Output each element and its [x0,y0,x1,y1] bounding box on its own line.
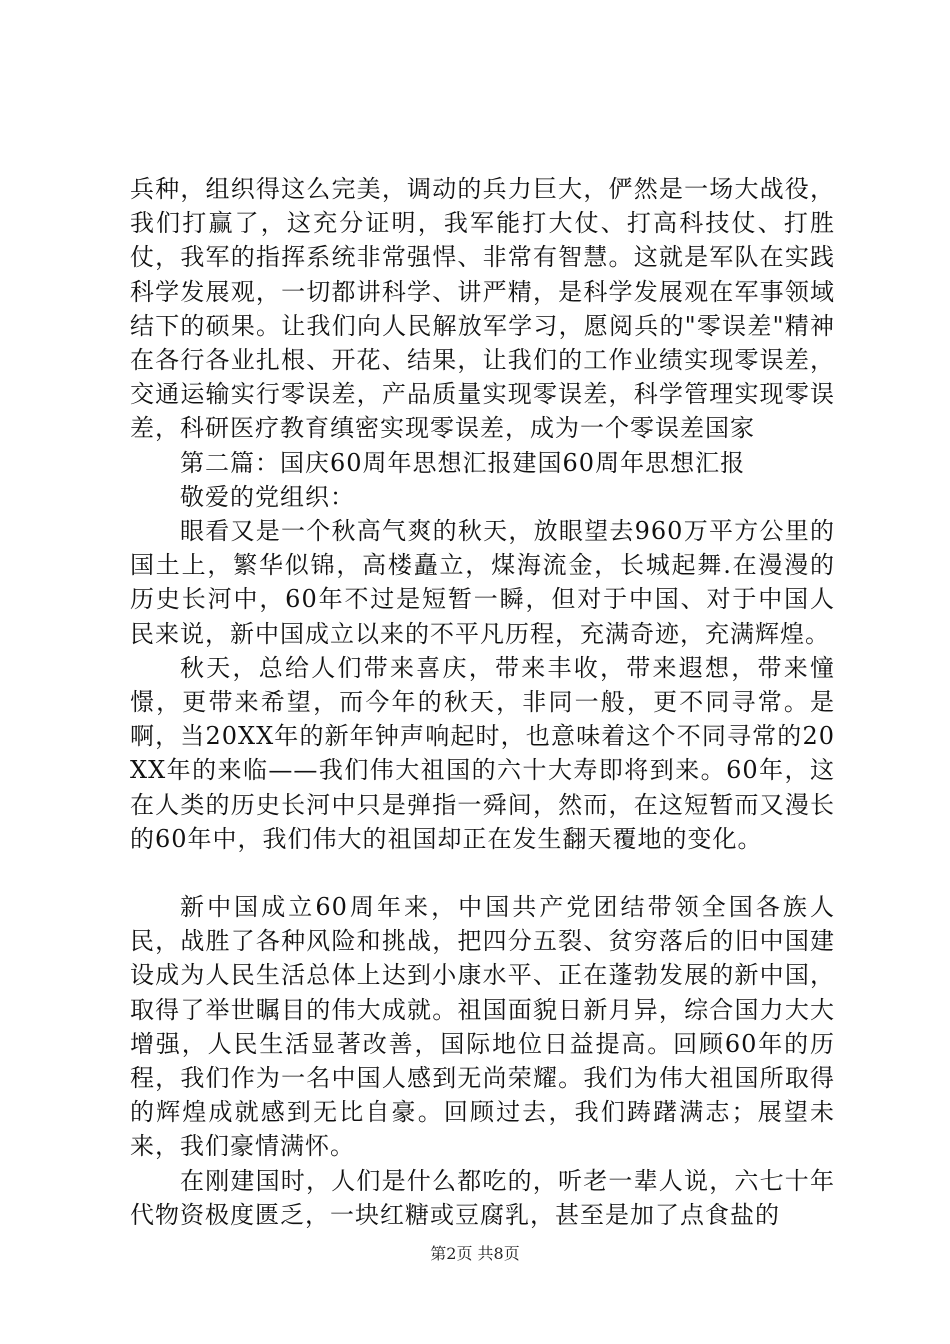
paragraph: 在刚建国时，人们是什么都吃的，听老一辈人说，六七十年代物资极度匮乏，一块红糖或豆腐乳，甚至是加了点食盐的 [130,1166,835,1229]
paragraph: 秋天，总给人们带来喜庆，带来丰收，带来遐想，带来憧憬，更带来希望，而今年的秋天，非同一般，更不同寻常。是啊，当20XX年的新年钟声响起时，也意味着这个不同寻常的20XX年的来临——我们伟大祖国的六十大寿即将到来。60年，这在人类的历史长河中只是弹指一舜间，然而，在这短暂而又漫长的60年中，我们伟大的祖国却正在发生翻天覆地的变化。 [130,653,835,853]
paragraph: 新中国成立60周年来，中国共产党团结带领全国各族人民，战胜了各种风险和挑战，把四分五裂、贫穷落后的旧中国建设成为人民生活总体上达到小康水平、正在蓬勃发展的新中国，取得了举世瞩目的伟大成就。祖国面貌日新月异，综合国力大大增强，人民生活显著改善，国际地位日益提高。回顾60年的历程，我们作为一名中国人感到无尚荣耀。我们为伟大祖国所取得的辉煌成就感到无比自豪。回顾过去，我们踌躇满志；展望未来，我们豪情满怀。 [130,893,835,1161]
paragraph: 眼看又是一个秋高气爽的秋天，放眼望去960万平方公里的国土上，繁华似锦，高楼矗立，煤海流金，长城起舞.在漫漫的历史长河中，60年不过是短暂一瞬，但对于中国、对于中国人民来说，新中国成立以来的不平凡历程，充满奇迹，充满辉煌。 [130,517,835,648]
document-body [130,172,835,1232]
salutation: 敬爱的党组织： [180,482,355,511]
paragraph-continuation: 兵种，组织得这么完美，调动的兵力巨大，俨然是一场大战役，我们打赢了，这充分证明，我军能打大仗、打高科技仗、打胜仗，我军的指挥系统非常强悍、非常有智慧。这就是军队在实践科学发展观，一切都讲科学、讲严精，是科学发展观在军事领域结下的硕果。让我们向人民解放军学习，愿阅兵的"零误差"精神在各行各业扎根、开花、结果，让我们的工作业绩实现零误差，交通运输实行零误差，产品质量实现零误差，科学管理实现零误差，科研医疗教育缜密实现零误差，成为一个零误差国家 [130,175,835,443]
page-footer: 第2页 共8页 [430,1244,520,1263]
section-heading: 第二篇：国庆60周年思想汇报建国60周年思想汇报 [180,448,746,477]
